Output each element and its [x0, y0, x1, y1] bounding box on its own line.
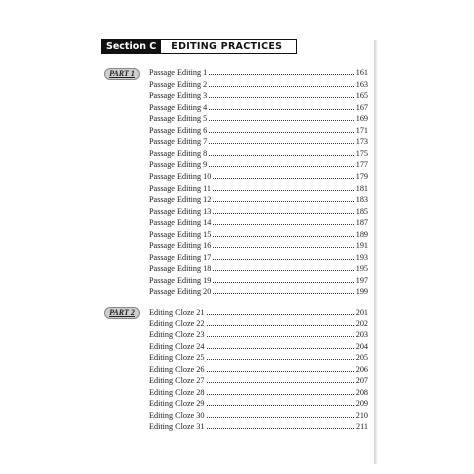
- toc-entry-page-number: 203: [355, 330, 368, 340]
- toc-entry: [149, 364, 368, 376]
- toc-entry: [149, 341, 368, 353]
- dot-leader: [209, 159, 354, 167]
- dot-leader: [213, 194, 353, 202]
- dot-leader: [213, 171, 353, 179]
- toc-entry-page-number: 205: [355, 353, 368, 363]
- dot-leader: [207, 398, 354, 406]
- dot-leader: [213, 217, 353, 225]
- toc-entry: [149, 352, 368, 364]
- toc-entry-page-number: 207: [355, 376, 368, 386]
- toc-entry-label: Editing Cloze 24: [149, 341, 205, 351]
- section-title: EDITING PRACTICES: [161, 39, 297, 54]
- toc-entry-page-number: 204: [355, 341, 368, 351]
- toc-entry-page-number: 189: [355, 229, 368, 239]
- toc-entry: [149, 125, 368, 137]
- dot-leader: [207, 387, 354, 395]
- toc-entry-page-number: 169: [355, 114, 368, 124]
- toc-entry: [149, 398, 368, 410]
- toc-entry-label: Editing Cloze 22: [149, 318, 205, 328]
- toc-entry-label: Editing Cloze 30: [149, 410, 205, 420]
- part-1-label: PART 1: [109, 69, 135, 78]
- toc-entry: [149, 263, 368, 275]
- toc-entry-label: Passage Editing 6: [149, 125, 208, 135]
- toc-entry-label: Passage Editing 5: [149, 114, 208, 124]
- dot-leader: [209, 67, 354, 75]
- toc-entry-label: Passage Editing 7: [149, 137, 208, 147]
- toc-entry-page-number: 181: [355, 183, 368, 193]
- toc-entry-label: Editing Cloze 21: [149, 307, 205, 317]
- toc-entry: [149, 307, 368, 319]
- toc-entry: [149, 183, 368, 195]
- toc-entry: [149, 318, 368, 330]
- toc-entry: [149, 286, 368, 298]
- dot-leader: [213, 206, 353, 214]
- toc-entry-label: Passage Editing 10: [149, 171, 212, 181]
- toc-entry-page-number: 191: [355, 241, 368, 251]
- toc-entry-page-number: 165: [355, 91, 368, 101]
- part-1-badge: [104, 68, 140, 80]
- toc-entry: [149, 171, 368, 183]
- dot-leader: [209, 136, 354, 144]
- toc-entry-page-number: 177: [355, 160, 368, 170]
- dot-leader: [207, 341, 354, 349]
- toc-entry-label: Passage Editing 11: [149, 183, 212, 193]
- toc-entry: [149, 217, 368, 229]
- section-header: [101, 39, 297, 54]
- dot-leader: [213, 240, 353, 248]
- toc-entry-label: Passage Editing 2: [149, 79, 208, 89]
- toc-entry-page-number: 179: [355, 171, 368, 181]
- toc-entry-page-number: 195: [355, 264, 368, 274]
- toc-entry-label: Passage Editing 4: [149, 102, 208, 112]
- dot-leader: [207, 329, 354, 337]
- toc-entry-page-number: 171: [355, 125, 368, 135]
- toc-entry-label: Editing Cloze 31: [149, 422, 205, 431]
- dot-leader: [213, 263, 353, 271]
- toc-entry: [149, 159, 368, 171]
- dot-leader: [213, 252, 353, 260]
- dot-leader: [209, 102, 354, 110]
- toc-entry: [149, 421, 368, 433]
- dot-leader: [207, 307, 354, 315]
- toc-entry-label: Passage Editing 8: [149, 148, 208, 158]
- toc-entry-page-number: 206: [355, 364, 368, 374]
- toc-entry-page-number: 167: [355, 102, 368, 112]
- toc-entry: [149, 67, 368, 79]
- toc-entry-label: Passage Editing 17: [149, 252, 212, 262]
- dot-leader: [209, 90, 354, 98]
- toc-entry-page-number: 185: [355, 206, 368, 216]
- dot-leader: [209, 125, 354, 133]
- toc-entry: [149, 206, 368, 218]
- toc-entry: [149, 113, 368, 125]
- dot-leader: [213, 183, 354, 191]
- toc-entry-page-number: 201: [355, 307, 368, 317]
- toc-entry-label: Passage Editing 3: [149, 91, 208, 101]
- toc-entry: [149, 102, 368, 114]
- toc-entry: [149, 148, 368, 160]
- toc-entry-page-number: 208: [355, 387, 368, 397]
- toc-entry-label: Editing Cloze 25: [149, 353, 205, 363]
- toc-entry-label: Passage Editing 15: [149, 229, 212, 239]
- toc-entry-page-number: 173: [355, 137, 368, 147]
- toc-entry-page-number: 210: [355, 410, 368, 420]
- toc-entry-label: Passage Editing 19: [149, 275, 212, 285]
- toc-entry-page-number: 193: [355, 252, 368, 262]
- toc-entry-label: Editing Cloze 27: [149, 376, 205, 386]
- toc-entry-page-number: 197: [355, 275, 368, 285]
- part-2-label: PART 2: [109, 308, 135, 317]
- toc-entry-label: Passage Editing 1: [149, 68, 208, 77]
- toc-entry: [149, 387, 368, 399]
- part-2-badge: [104, 307, 140, 319]
- toc-entry-label: Passage Editing 16: [149, 241, 212, 251]
- toc-entry-page-number: 183: [355, 195, 368, 205]
- dot-leader: [213, 275, 353, 283]
- toc-entry-page-number: 163: [355, 79, 368, 89]
- dot-leader: [209, 113, 354, 121]
- toc-entry: [149, 410, 368, 422]
- toc-entry-label: Editing Cloze 23: [149, 330, 205, 340]
- toc-entry-label: Editing Cloze 29: [149, 399, 205, 409]
- toc-entry: [149, 240, 368, 252]
- dot-leader: [213, 229, 353, 237]
- dot-leader: [207, 318, 354, 326]
- toc-entry: [149, 229, 368, 241]
- toc-entry-label: Passage Editing 9: [149, 160, 208, 170]
- toc-entry: [149, 136, 368, 148]
- toc-entry-page-number: 209: [355, 399, 368, 409]
- toc-entry-label: Passage Editing 14: [149, 218, 212, 228]
- toc-entry-label: Passage Editing 20: [149, 287, 212, 297]
- toc-entry-page-number: 161: [355, 68, 368, 77]
- toc-entry: [149, 252, 368, 264]
- dot-leader: [209, 79, 354, 87]
- dot-leader: [213, 286, 353, 294]
- toc-entry-page-number: 202: [355, 318, 368, 328]
- dot-leader: [207, 410, 354, 418]
- toc-entry-label: Editing Cloze 28: [149, 387, 205, 397]
- dot-leader: [207, 375, 354, 383]
- dot-leader: [207, 364, 354, 372]
- toc-entry: [149, 329, 368, 341]
- toc-entry: [149, 375, 368, 387]
- dot-leader: [207, 352, 354, 360]
- dot-leader: [209, 148, 354, 156]
- toc-entry: [149, 79, 368, 91]
- section-tag: Section C: [101, 39, 161, 54]
- toc-entry: [149, 275, 368, 287]
- toc-entry: [149, 194, 368, 206]
- toc-entry-page-number: 199: [355, 287, 368, 297]
- toc-entry-label: Passage Editing 12: [149, 195, 212, 205]
- toc-entry-page-number: 175: [355, 148, 368, 158]
- toc-entry: [149, 90, 368, 102]
- toc-entry-label: Editing Cloze 26: [149, 364, 205, 374]
- toc-entry-label: Passage Editing 13: [149, 206, 212, 216]
- toc-entry-label: Passage Editing 18: [149, 264, 212, 274]
- toc-entry-page-number: 211: [356, 422, 368, 431]
- toc-entry-page-number: 187: [355, 218, 368, 228]
- dot-leader: [207, 421, 355, 429]
